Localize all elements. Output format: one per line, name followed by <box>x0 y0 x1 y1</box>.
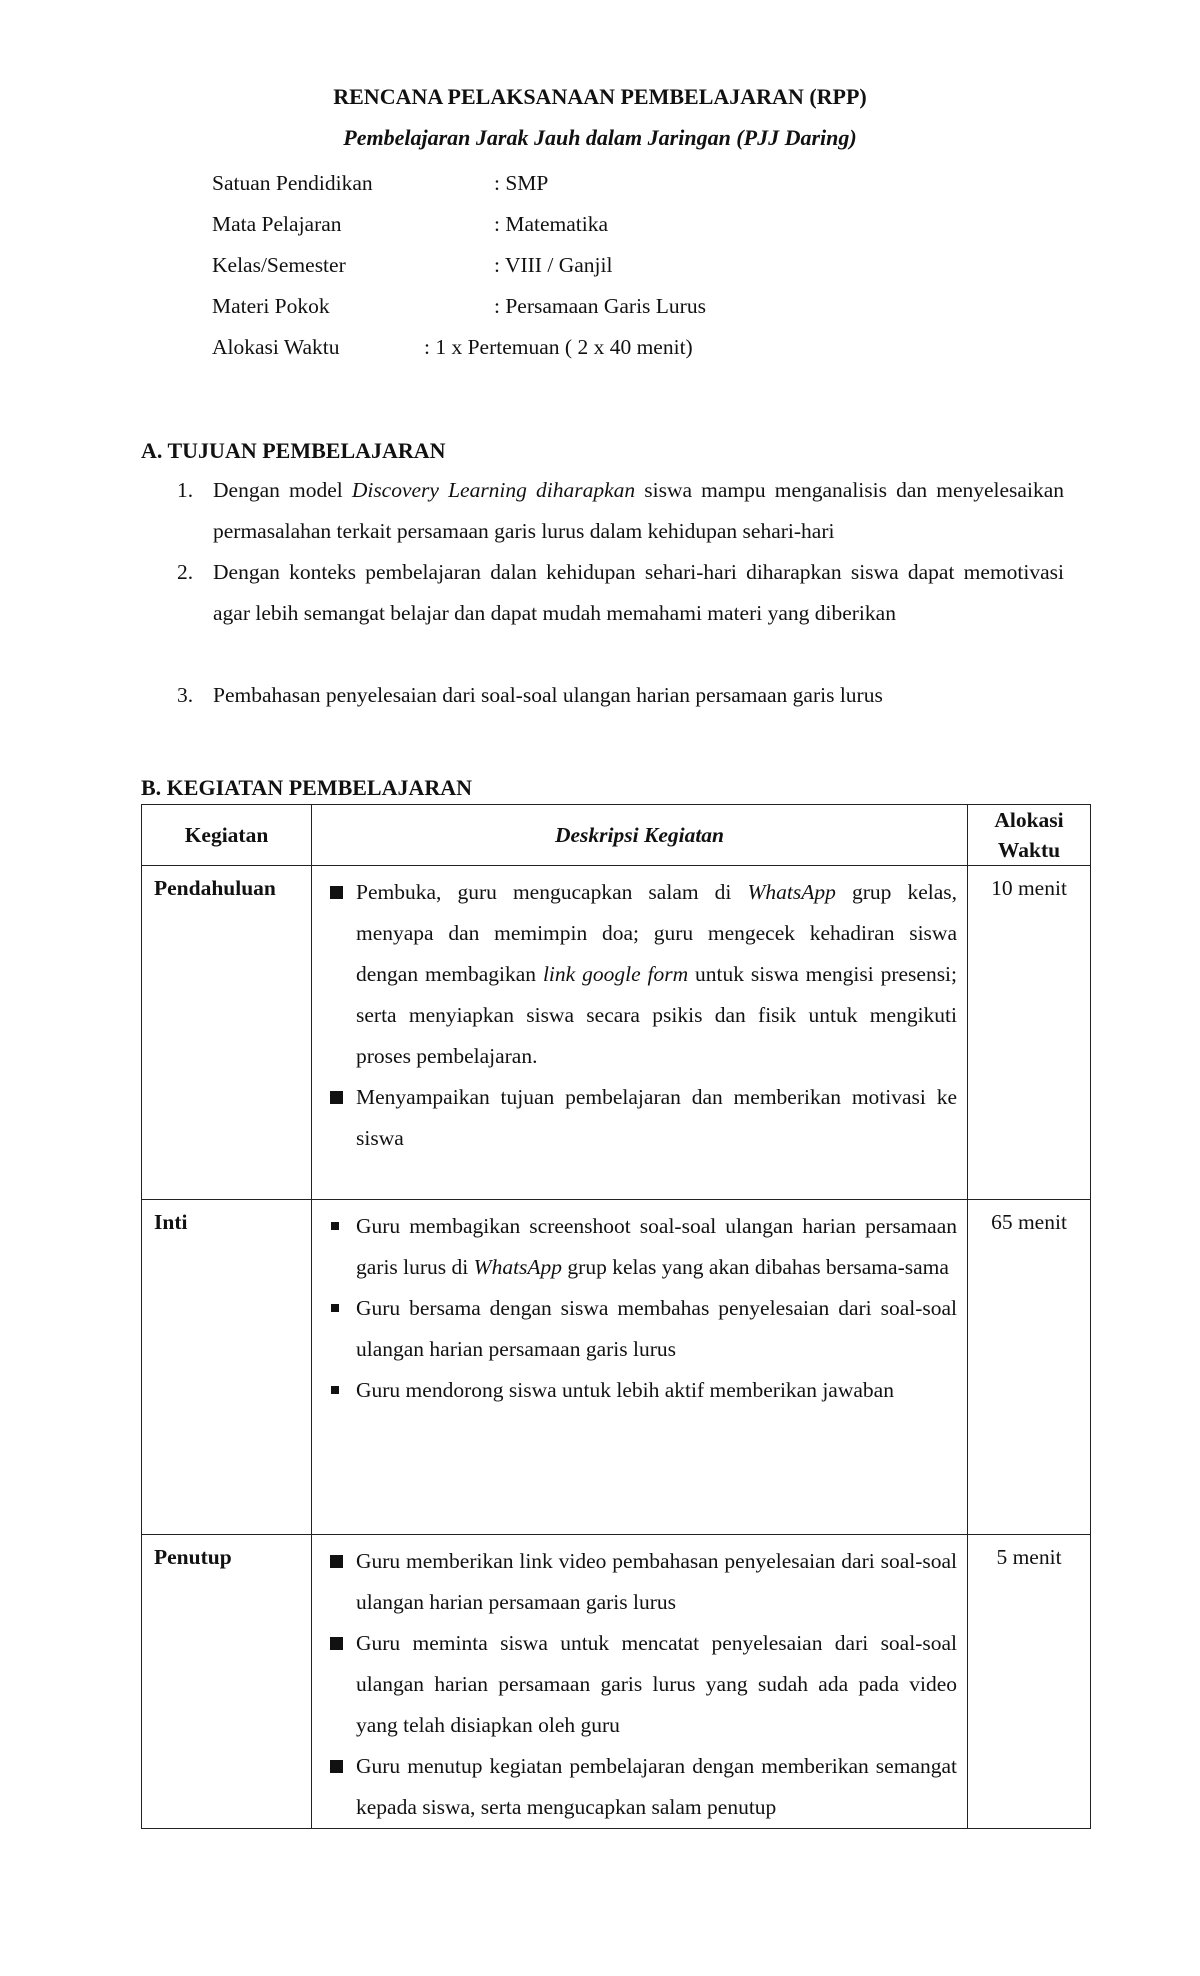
list-item <box>322 1370 957 1411</box>
item-text: Guru memberikan link video pembahasan penyelesaian dari soal-soal ulangan harian persamaan garis lurus <box>356 1549 957 1614</box>
item-text-part: untuk siswa mengisi presensi; serta menyiapkan siswa secara psikis dan fisik untuk mengikuti proses pembelajaran. <box>356 962 958 1068</box>
row-deskripsi <box>312 1535 968 1829</box>
list-item <box>322 1288 957 1370</box>
objective-text: Dengan konteks pembelajaran dalan kehidupan sehari-hari diharapkan siswa dapat memotivasi agar lebih semangat belajar dan dapat mudah memahami materi yang diberikan <box>213 560 1064 625</box>
item-text-part: Guru membagikan screenshoot soal-soal ulangan harian persamaan garis lurus di <box>356 1214 957 1279</box>
item-text: Guru bersama dengan siswa membahas penyelesaian dari soal-soal ulangan harian persamaan garis lurus <box>356 1296 957 1361</box>
meta-value-satuan: : SMP <box>494 171 549 195</box>
objective-item-1 <box>177 470 1064 552</box>
row-kegiatan: Penutup <box>142 1535 312 1829</box>
meta-label-materi: Materi Pokok <box>212 294 330 318</box>
list-item <box>322 1206 957 1288</box>
section-a-heading: A. TUJUAN PEMBELAJARAN <box>141 438 446 463</box>
table-row-penutup <box>142 1535 1091 1829</box>
item-text-italic: WhatsApp <box>473 1255 563 1279</box>
small-square-bullet-icon <box>331 1222 339 1230</box>
meta-label-kelas: Kelas/Semester <box>212 253 346 277</box>
item-text: Guru menutup kegiatan pembelajaran dengan memberikan semangat kepada siswa, serta mengucapkan salam penutup <box>356 1754 957 1819</box>
item-text: Guru mendorong siswa untuk lebih aktif memberikan jawaban <box>356 1378 894 1402</box>
list-item <box>322 1746 957 1828</box>
table-header-row <box>142 805 1091 866</box>
header-alokasi: Alokasi Waktu <box>968 805 1091 866</box>
activity-table <box>141 804 1091 1829</box>
row-deskripsi <box>312 1200 968 1535</box>
objective-item-2 <box>177 552 1064 634</box>
objective-text-part: Dengan model <box>213 478 352 502</box>
row-alokasi: 5 menit <box>968 1535 1091 1829</box>
header-deskripsi: Deskripsi Kegiatan <box>312 805 968 866</box>
objective-item-3 <box>177 675 1064 716</box>
meta-value-materi: : Persamaan Garis Lurus <box>494 294 706 318</box>
meta-label-satuan: Satuan Pendidikan <box>212 171 373 195</box>
objective-text: Pembahasan penyelesaian dari soal-soal ulangan harian persamaan garis lurus <box>213 683 883 707</box>
small-square-bullet-icon <box>331 1304 339 1312</box>
item-text-part: grup kelas yang akan dibahas bersama-sama <box>562 1255 949 1279</box>
objective-number: 2. <box>177 560 194 584</box>
list-item <box>322 872 957 1077</box>
list-item <box>322 1077 957 1159</box>
row-kegiatan: Inti <box>142 1200 312 1535</box>
document-title: RENCANA PELAKSANAAN PEMBELAJARAN (RPP) <box>333 84 867 109</box>
objective-number: 3. <box>177 683 194 707</box>
meta-label-alokasi: Alokasi Waktu <box>212 335 340 359</box>
row-deskripsi <box>312 866 968 1200</box>
objective-number: 1. <box>177 478 194 502</box>
row-kegiatan: Pendahuluan <box>142 866 312 1200</box>
item-text-part: grup kelas, menyapa dan memimpin doa; guru mengecek kehadiran siswa dengan membagikan <box>356 880 957 986</box>
item-text: Menyampaikan tujuan pembelajaran dan memberikan motivasi ke siswa <box>356 1085 957 1150</box>
square-bullet-icon <box>330 1091 343 1104</box>
table-row-inti <box>142 1200 1091 1535</box>
square-bullet-icon <box>330 1637 343 1650</box>
objective-text-italic: Discovery Learning diharapkan <box>351 478 636 502</box>
meta-value-kelas: : VIII / Ganjil <box>494 253 613 277</box>
objective-text-part: siswa mampu menganalisis dan menyelesaikan permasalahan terkait persamaan garis lurus dalam kehidupan sehari-hari <box>213 478 1064 543</box>
objective-text <box>213 470 1064 552</box>
meta-label-mapel: Mata Pelajaran <box>212 212 342 236</box>
header-kegiatan: Kegiatan <box>142 805 312 866</box>
section-b-heading: B. KEGIATAN PEMBELAJARAN <box>141 775 473 800</box>
square-bullet-icon <box>330 886 343 899</box>
small-square-bullet-icon <box>331 1386 339 1394</box>
meta-value-mapel: : Matematika <box>494 212 609 236</box>
item-text: Guru meminta siswa untuk mencatat penyelesaian dari soal-soal ulangan harian persamaan garis lurus yang sudah ada pada video yang telah disiapkan oleh guru <box>356 1631 957 1737</box>
item-text-italic: link google form <box>542 962 689 986</box>
item-text-part: Pembuka, guru mengucapkan salam di <box>356 880 748 904</box>
document-subtitle: Pembelajaran Jarak Jauh dalam Jaringan (PJJ Daring) <box>343 125 857 150</box>
square-bullet-icon <box>330 1555 343 1568</box>
item-text-italic: WhatsApp <box>747 880 836 904</box>
meta-value-alokasi: : 1 x Pertemuan ( 2 x 40 menit) <box>424 335 693 359</box>
list-item <box>322 1541 957 1623</box>
row-alokasi: 10 menit <box>968 866 1091 1200</box>
table-row-pendahuluan <box>142 866 1091 1200</box>
list-item <box>322 1623 957 1746</box>
row-alokasi: 65 menit <box>968 1200 1091 1535</box>
square-bullet-icon <box>330 1760 343 1773</box>
